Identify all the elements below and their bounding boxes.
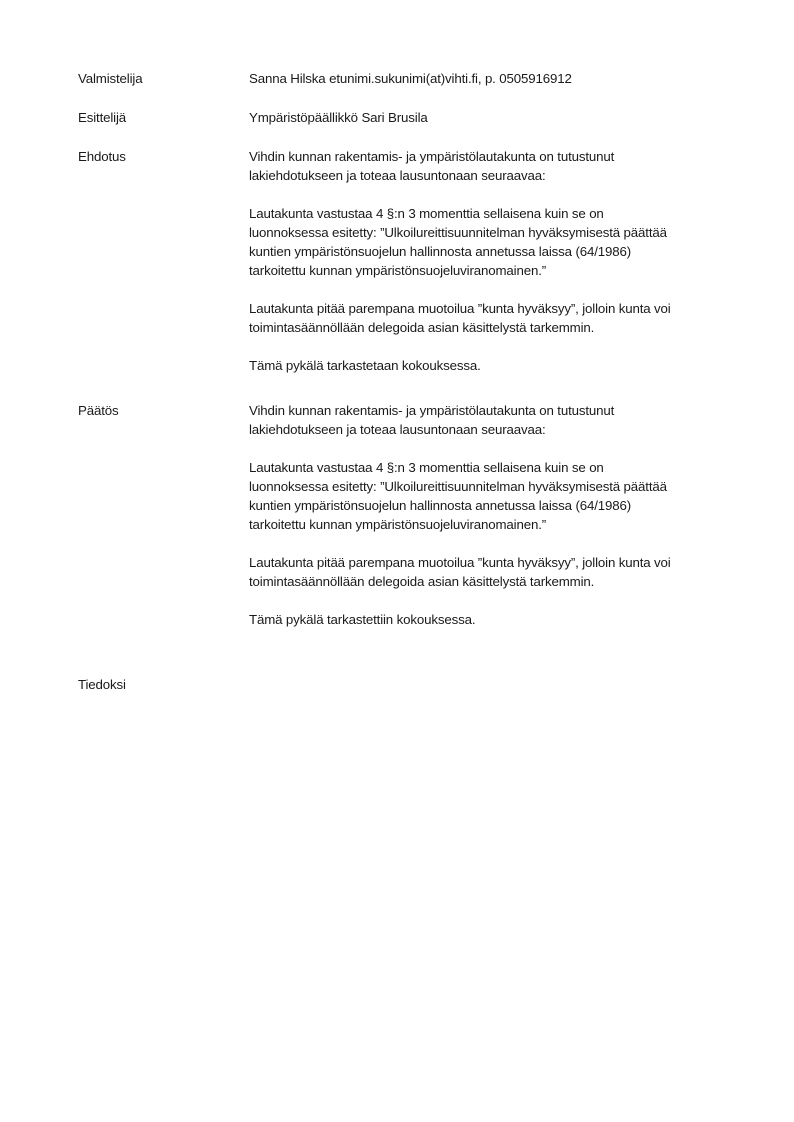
ehdotus-paragraph-1 [249, 147, 749, 185]
ehdotus-paragraph-2 [249, 204, 749, 280]
ehdotus-paragraph-3 [249, 299, 749, 337]
text-line: Lautakunta pitää parempana muotoilua ”kunta hyväksyy”, jolloin kunta voi [249, 301, 671, 316]
text-line: Vihdin kunnan rakentamis- ja ympäristölautakunta on tutustunut [249, 403, 615, 418]
text-line: lakiehdotukseen ja toteaa lausuntonaan seuraavaa: [249, 422, 546, 437]
label-esittelija: Esittelijä [78, 110, 127, 125]
text-line: tarkoitettu kunnan ympäristönsuojeluviranomainen.” [249, 517, 547, 532]
text-line: lakiehdotukseen ja toteaa lausuntonaan seuraavaa: [249, 168, 546, 183]
text-line: Vihdin kunnan rakentamis- ja ympäristölautakunta on tutustunut [249, 149, 615, 164]
label-ehdotus: Ehdotus [78, 149, 126, 164]
value-esittelija: Ympäristöpäällikkö Sari Brusila [249, 110, 428, 125]
label-paatos: Päätös [78, 403, 119, 418]
text-line: kuntien ympäristönsuojelun hallinnosta annetussa laissa (64/1986) [249, 244, 632, 259]
text-line: luonnoksessa esitetty: ”Ulkoilureittisuunnitelman hyväksymisestä päättää [249, 225, 667, 240]
paatos-paragraph-1 [249, 401, 749, 439]
text-line: Tämä pykälä tarkastetaan kokouksessa. [249, 358, 481, 373]
value-valmistelija: Sanna Hilska etunimi.sukunimi(at)vihti.fi, p. 0505916912 [249, 71, 572, 86]
paatos-paragraph-4 [249, 610, 749, 629]
text-line: luonnoksessa esitetty: ”Ulkoilureittisuunnitelman hyväksymisestä päättää [249, 479, 667, 494]
label-valmistelija: Valmistelija [78, 71, 143, 86]
paatos-body [249, 401, 749, 648]
text-line: tarkoitettu kunnan ympäristönsuojeluviranomainen.” [249, 263, 547, 278]
text-line: Lautakunta vastustaa 4 §:n 3 momenttia sellaisena kuin se on [249, 460, 604, 475]
paatos-paragraph-2 [249, 458, 749, 534]
text-line: kuntien ympäristönsuojelun hallinnosta annetussa laissa (64/1986) [249, 498, 632, 513]
text-line: toimintasäännöllään delegoida asian käsittelystä tarkemmin. [249, 320, 595, 335]
ehdotus-body [249, 147, 749, 394]
text-line: Tämä pykälä tarkastettiin kokouksessa. [249, 612, 476, 627]
paatos-paragraph-3 [249, 553, 749, 591]
text-line: toimintasäännöllään delegoida asian käsittelystä tarkemmin. [249, 574, 595, 589]
text-line: Lautakunta vastustaa 4 §:n 3 momenttia sellaisena kuin se on [249, 206, 604, 221]
label-tiedoksi: Tiedoksi [78, 677, 126, 692]
text-line: Lautakunta pitää parempana muotoilua ”kunta hyväksyy”, jolloin kunta voi [249, 555, 671, 570]
ehdotus-paragraph-4 [249, 356, 749, 375]
